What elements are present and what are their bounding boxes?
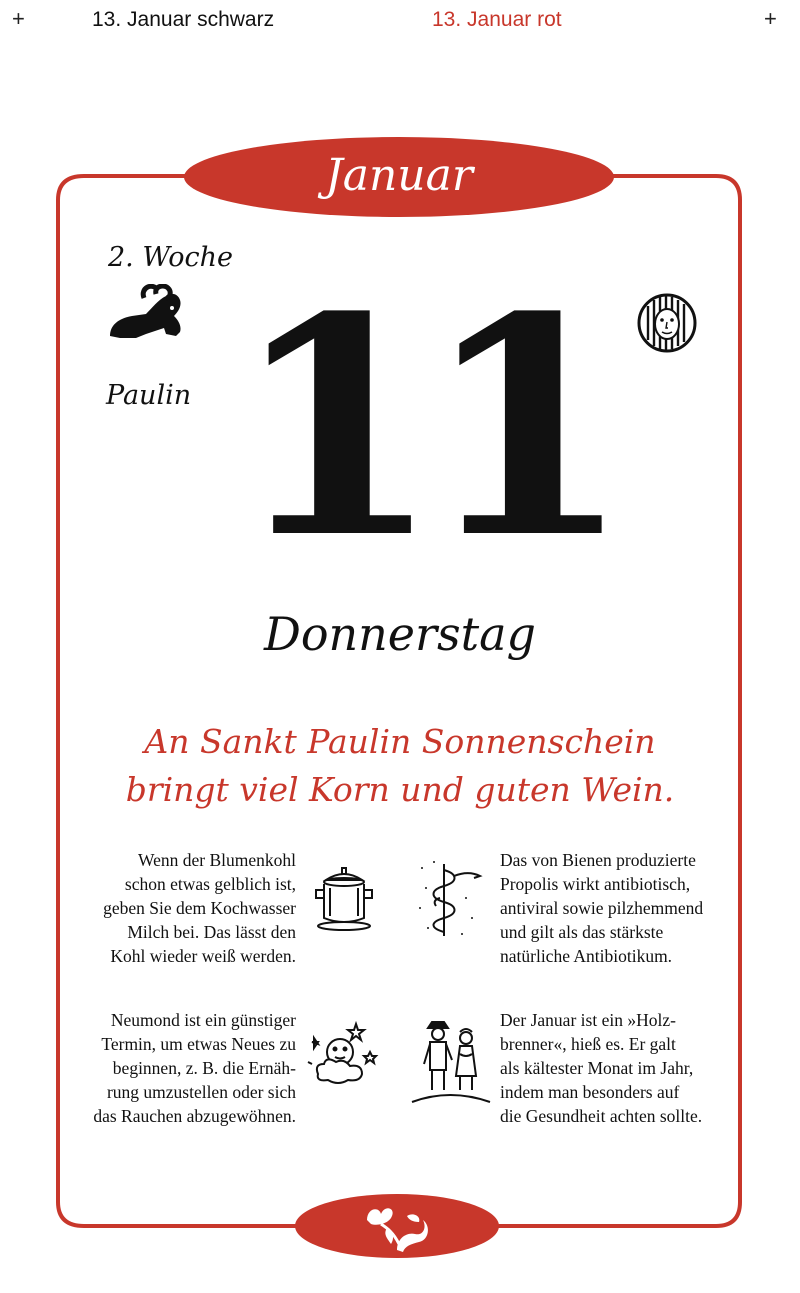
weather-saying	[60, 718, 740, 814]
saint-name: Paulin	[106, 380, 192, 411]
saying-line-2: bringt viel Korn und guten Wein.	[125, 770, 675, 809]
caduceus-icon	[414, 858, 490, 940]
crop-mark-left: +	[12, 6, 25, 31]
day-number: 11	[232, 251, 614, 604]
moon-stars-icon	[304, 1018, 386, 1090]
week-label: 2. Woche	[108, 242, 234, 273]
tip-text-2: Das von Bienen produzierte Propolis wirkt antibiotisch, antiviral sowie pilzhemmend und gilt als das stärkste natürliche Antibiotikum.	[500, 850, 704, 966]
floral-ornament-icon	[357, 1198, 437, 1256]
full-moon-face-icon	[636, 292, 698, 354]
tip-text-4: Der Januar ist ein »Holz- brenner«, hieß es. Er galt als kältester Monat im Jahr, indem man besonders auf die Gesundheit achten sollte.	[500, 1010, 703, 1126]
farmer-couple-icon	[410, 1018, 492, 1104]
tip-text-1: Wenn der Blumenkohl schon etwas gelblich ist, geben Sie dem Kochwasser Milch bei. Das lässt den Kohl wieder weiß werden.	[103, 850, 296, 966]
cooking-pot-icon	[312, 862, 376, 934]
saying-line-1: An Sankt Paulin Sonnenschein	[144, 722, 656, 761]
tip-text-3: Neumond ist ein günstiger Termin, um etwas Neues zu beginnen, z. B. die Ernäh- rung umzustellen oder sich das Rauchen abzugewöhnen.	[93, 1010, 296, 1126]
print-label-red: 13. Januar rot	[432, 8, 562, 31]
month-title: Januar	[325, 150, 473, 201]
crop-mark-right: +	[764, 6, 777, 31]
capricorn-goat-icon	[106, 284, 190, 342]
weekday: Donnerstag	[263, 607, 536, 661]
print-label-black: 13. Januar schwarz	[92, 8, 275, 31]
